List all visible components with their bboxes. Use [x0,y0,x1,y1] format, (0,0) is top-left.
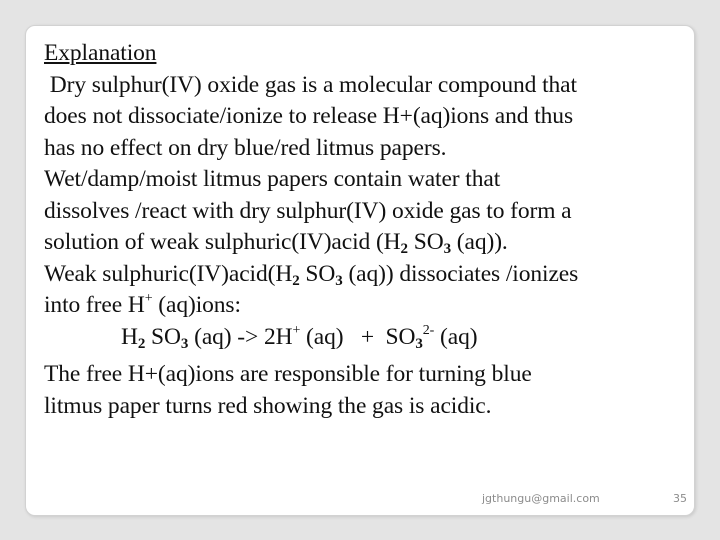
eq-mid: (aq) + SO [300,323,416,350]
line8-before: into free H [44,292,145,318]
eq-charge-sup: 2- [422,322,435,338]
eq-h-sub: 2 [137,335,146,352]
line7-before: Weak sulphuric(IV)acid(H [44,260,293,287]
line6-mid: SO [407,229,444,255]
chemical-equation [44,322,704,354]
eq-so4-sub: 3 [415,335,423,352]
line7-mid: SO [299,260,336,287]
eq-end: (aq) [434,323,478,350]
line6-sub-2: 3 [443,241,451,257]
eq-so: SO [145,323,181,350]
closing-line-1: The free H+(aq)ions are responsible for turning blue [44,361,532,387]
line7-sub-1: 2 [292,272,300,289]
text-line-3: has no effect on dry blue/red litmus papers. [44,134,447,161]
line7-after: (aq)) dissociates /ionizes [342,260,579,287]
eq-so-sub: 3 [180,335,189,352]
eq-arrow-part: (aq) -> 2H [188,323,293,350]
footer-email: jgthungu@gmail.com [482,492,600,505]
line7-sub-2: 3 [335,272,343,289]
eq-h: H [121,323,138,350]
slide-body [44,38,704,422]
text-line-5: dissolves /react with dry sulphur(IV) oxide gas to form a [44,197,572,224]
page-number: 35 [673,492,687,505]
eq-plus-sup: + [292,322,301,338]
closing-line-2: litmus paper turns red showing the gas is acidic. [44,392,492,419]
line8-after: (aq)ions: [152,292,241,318]
line6-after: (aq)). [450,229,508,255]
text-line-1: Dry sulphur(IV) oxide gas is a molecular compound that [44,71,577,98]
text-line-7 [44,259,704,291]
line6-before: solution of weak sulphuric(IV)acid (H [44,229,401,255]
line6-sub-1: 2 [400,241,408,257]
slide-heading: Explanation [44,40,157,66]
text-line-2: does not dissociate/ionize to release H+(aq)ions and thus [44,103,573,129]
line8-sup: + [144,291,153,306]
text-line-8 [44,290,704,322]
text-line-4: Wet/damp/moist litmus papers contain water that [44,166,501,192]
text-line-6 [44,227,704,259]
